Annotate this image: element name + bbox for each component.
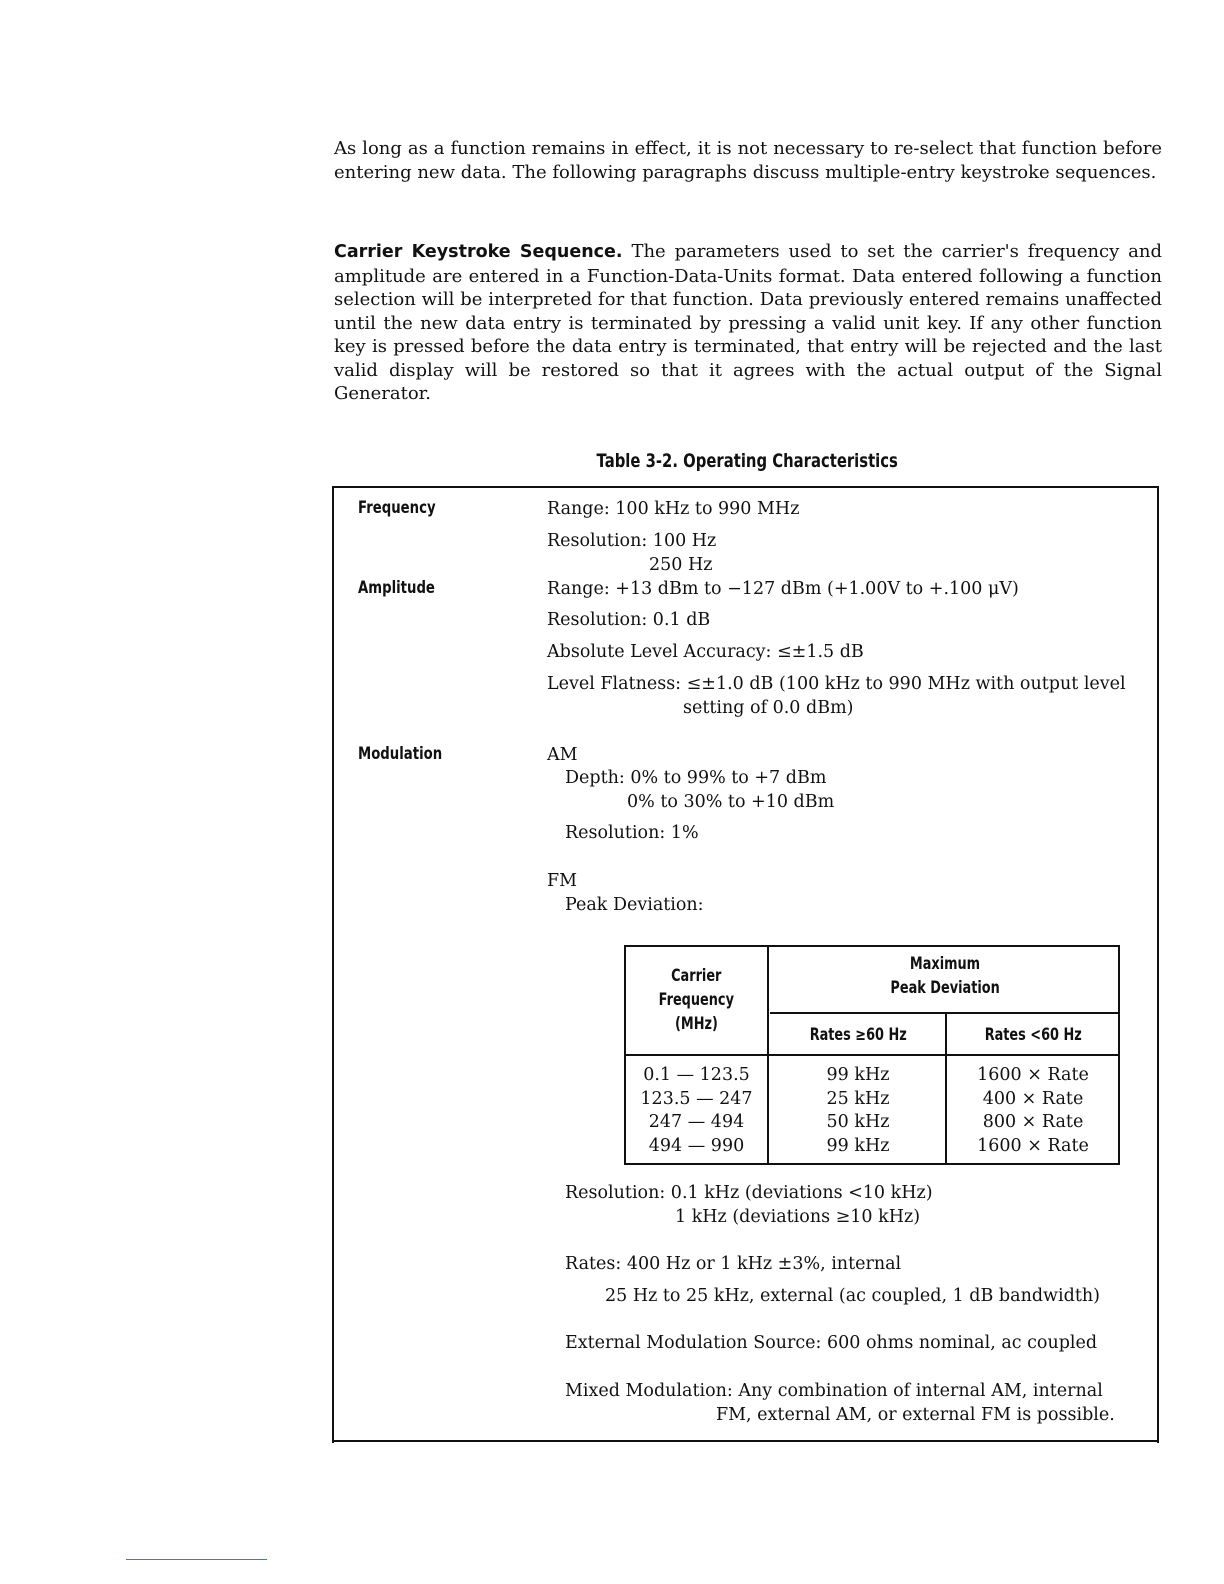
table-row: 800 × Rate xyxy=(982,1112,1084,1132)
fm-rates: Rates: 400 Hz or 1 kHz ±3%, internal xyxy=(565,1254,902,1274)
table-row: 1600 × Rate xyxy=(977,1135,1089,1156)
table-row: 247 — 494 xyxy=(648,1112,745,1132)
table-row: 400 × Rate xyxy=(982,1088,1084,1109)
amplitude-flatness-cont: setting of 0.0 dBm) xyxy=(683,698,854,718)
external-modulation-source: External Modulation Source: 600 ohms nominal, ac coupled xyxy=(565,1333,1098,1353)
table-row: 1600 × Rate xyxy=(977,1065,1089,1085)
am-resolution: Resolution: 1% xyxy=(565,823,699,843)
pd-rule-col1 xyxy=(767,945,769,1165)
carrier-keystroke-heading: Carrier Keystroke Sequence. xyxy=(334,242,623,262)
pd-header-rates-lt60: Rates <60 Hz xyxy=(984,1025,1082,1044)
pd-rule-header xyxy=(625,1054,1120,1056)
footnote-rule xyxy=(126,1559,267,1560)
mixed-modulation: Mixed Modulation: Any combination of internal AM, internal xyxy=(565,1381,1103,1401)
fm-label: FM xyxy=(547,871,578,891)
am-depth-alt: 0% to 30% to +10 dBm xyxy=(627,792,835,812)
table-frame-right xyxy=(1157,486,1159,1443)
table-row: 123.5 — 247 xyxy=(640,1088,753,1109)
pd-col-rates-ge60 xyxy=(770,1064,946,1158)
frequency-resolution: Resolution: 100 Hz xyxy=(547,531,717,551)
pd-header-rates-ge60: Rates ≥60 Hz xyxy=(809,1025,907,1044)
carrier-keystroke-body: The parameters used to set the carrier's frequency and amplitude are entered in a Function-Data-Units format. Data entered following a function selection will be interpreted for that function. Data previously entered remains unaffected until the new data entry is terminated by pressing a valid unit key. If any other function key is pressed before the data entry is terminated, that entry will be rejected and the last valid display will be restored so that it agrees with the actual output of the Signal Generator. xyxy=(334,241,1162,404)
mixed-modulation-cont: FM, external AM, or external FM is possible. xyxy=(716,1405,1115,1425)
table-frame-top xyxy=(333,486,1158,488)
table-title: Table 3-2. Operating Characteristics xyxy=(596,450,899,472)
pd-header-carrier: Carrier Frequency (MHz) xyxy=(658,966,735,1033)
pd-header-maximum: Maximum Peak Deviation xyxy=(890,954,1000,997)
table-row: 494 — 990 xyxy=(648,1135,745,1156)
am-depth: Depth: 0% to 99% to +7 dBm xyxy=(565,768,827,788)
fm-resolution-alt: 1 kHz (deviations ≥10 kHz) xyxy=(675,1207,921,1227)
table-frame-bottom xyxy=(333,1440,1158,1442)
fm-peak-deviation: Peak Deviation: xyxy=(565,895,704,915)
fm-rates-external: 25 Hz to 25 kHz, external (ac coupled, 1 dB bandwidth) xyxy=(605,1286,1100,1306)
intro-paragraph: As long as a function remains in effect, it is not necessary to re-select that function before entering new data. The following paragraphs discuss multiple-entry keystroke sequences. xyxy=(334,138,1162,183)
frequency-heading: Frequency xyxy=(358,498,436,518)
am-label: AM xyxy=(547,745,578,765)
amplitude-flatness: Level Flatness: ≤±1.0 dB (100 kHz to 990 MHz with output level xyxy=(547,674,1126,694)
pd-rule-top xyxy=(625,945,1120,947)
frequency-resolution-alt: 250 Hz xyxy=(649,555,713,575)
modulation-heading: Modulation xyxy=(358,744,443,764)
table-row: 0.1 — 123.5 xyxy=(643,1065,750,1085)
fm-resolution: Resolution: 0.1 kHz (deviations <10 kHz) xyxy=(565,1183,933,1203)
table-row: 25 kHz xyxy=(826,1088,890,1109)
pd-rule-bottom xyxy=(625,1163,1120,1165)
amplitude-accuracy: Absolute Level Accuracy: ≤±1.5 dB xyxy=(547,642,864,662)
pd-col-rates-lt60 xyxy=(947,1064,1119,1158)
amplitude-resolution: Resolution: 0.1 dB xyxy=(547,610,711,630)
frequency-range: Range: 100 kHz to 990 MHz xyxy=(547,499,800,519)
table-row: 99 kHz xyxy=(826,1065,890,1085)
carrier-keystroke-paragraph xyxy=(334,240,1162,406)
table-row: 99 kHz xyxy=(826,1135,890,1156)
table-frame-left xyxy=(332,486,334,1443)
amplitude-heading: Amplitude xyxy=(358,578,435,598)
amplitude-range: Range: +13 dBm to −127 dBm (+1.00V to +.100 μV) xyxy=(547,579,1019,599)
pd-col-carrier xyxy=(626,1064,767,1158)
table-row: 50 kHz xyxy=(826,1112,890,1132)
